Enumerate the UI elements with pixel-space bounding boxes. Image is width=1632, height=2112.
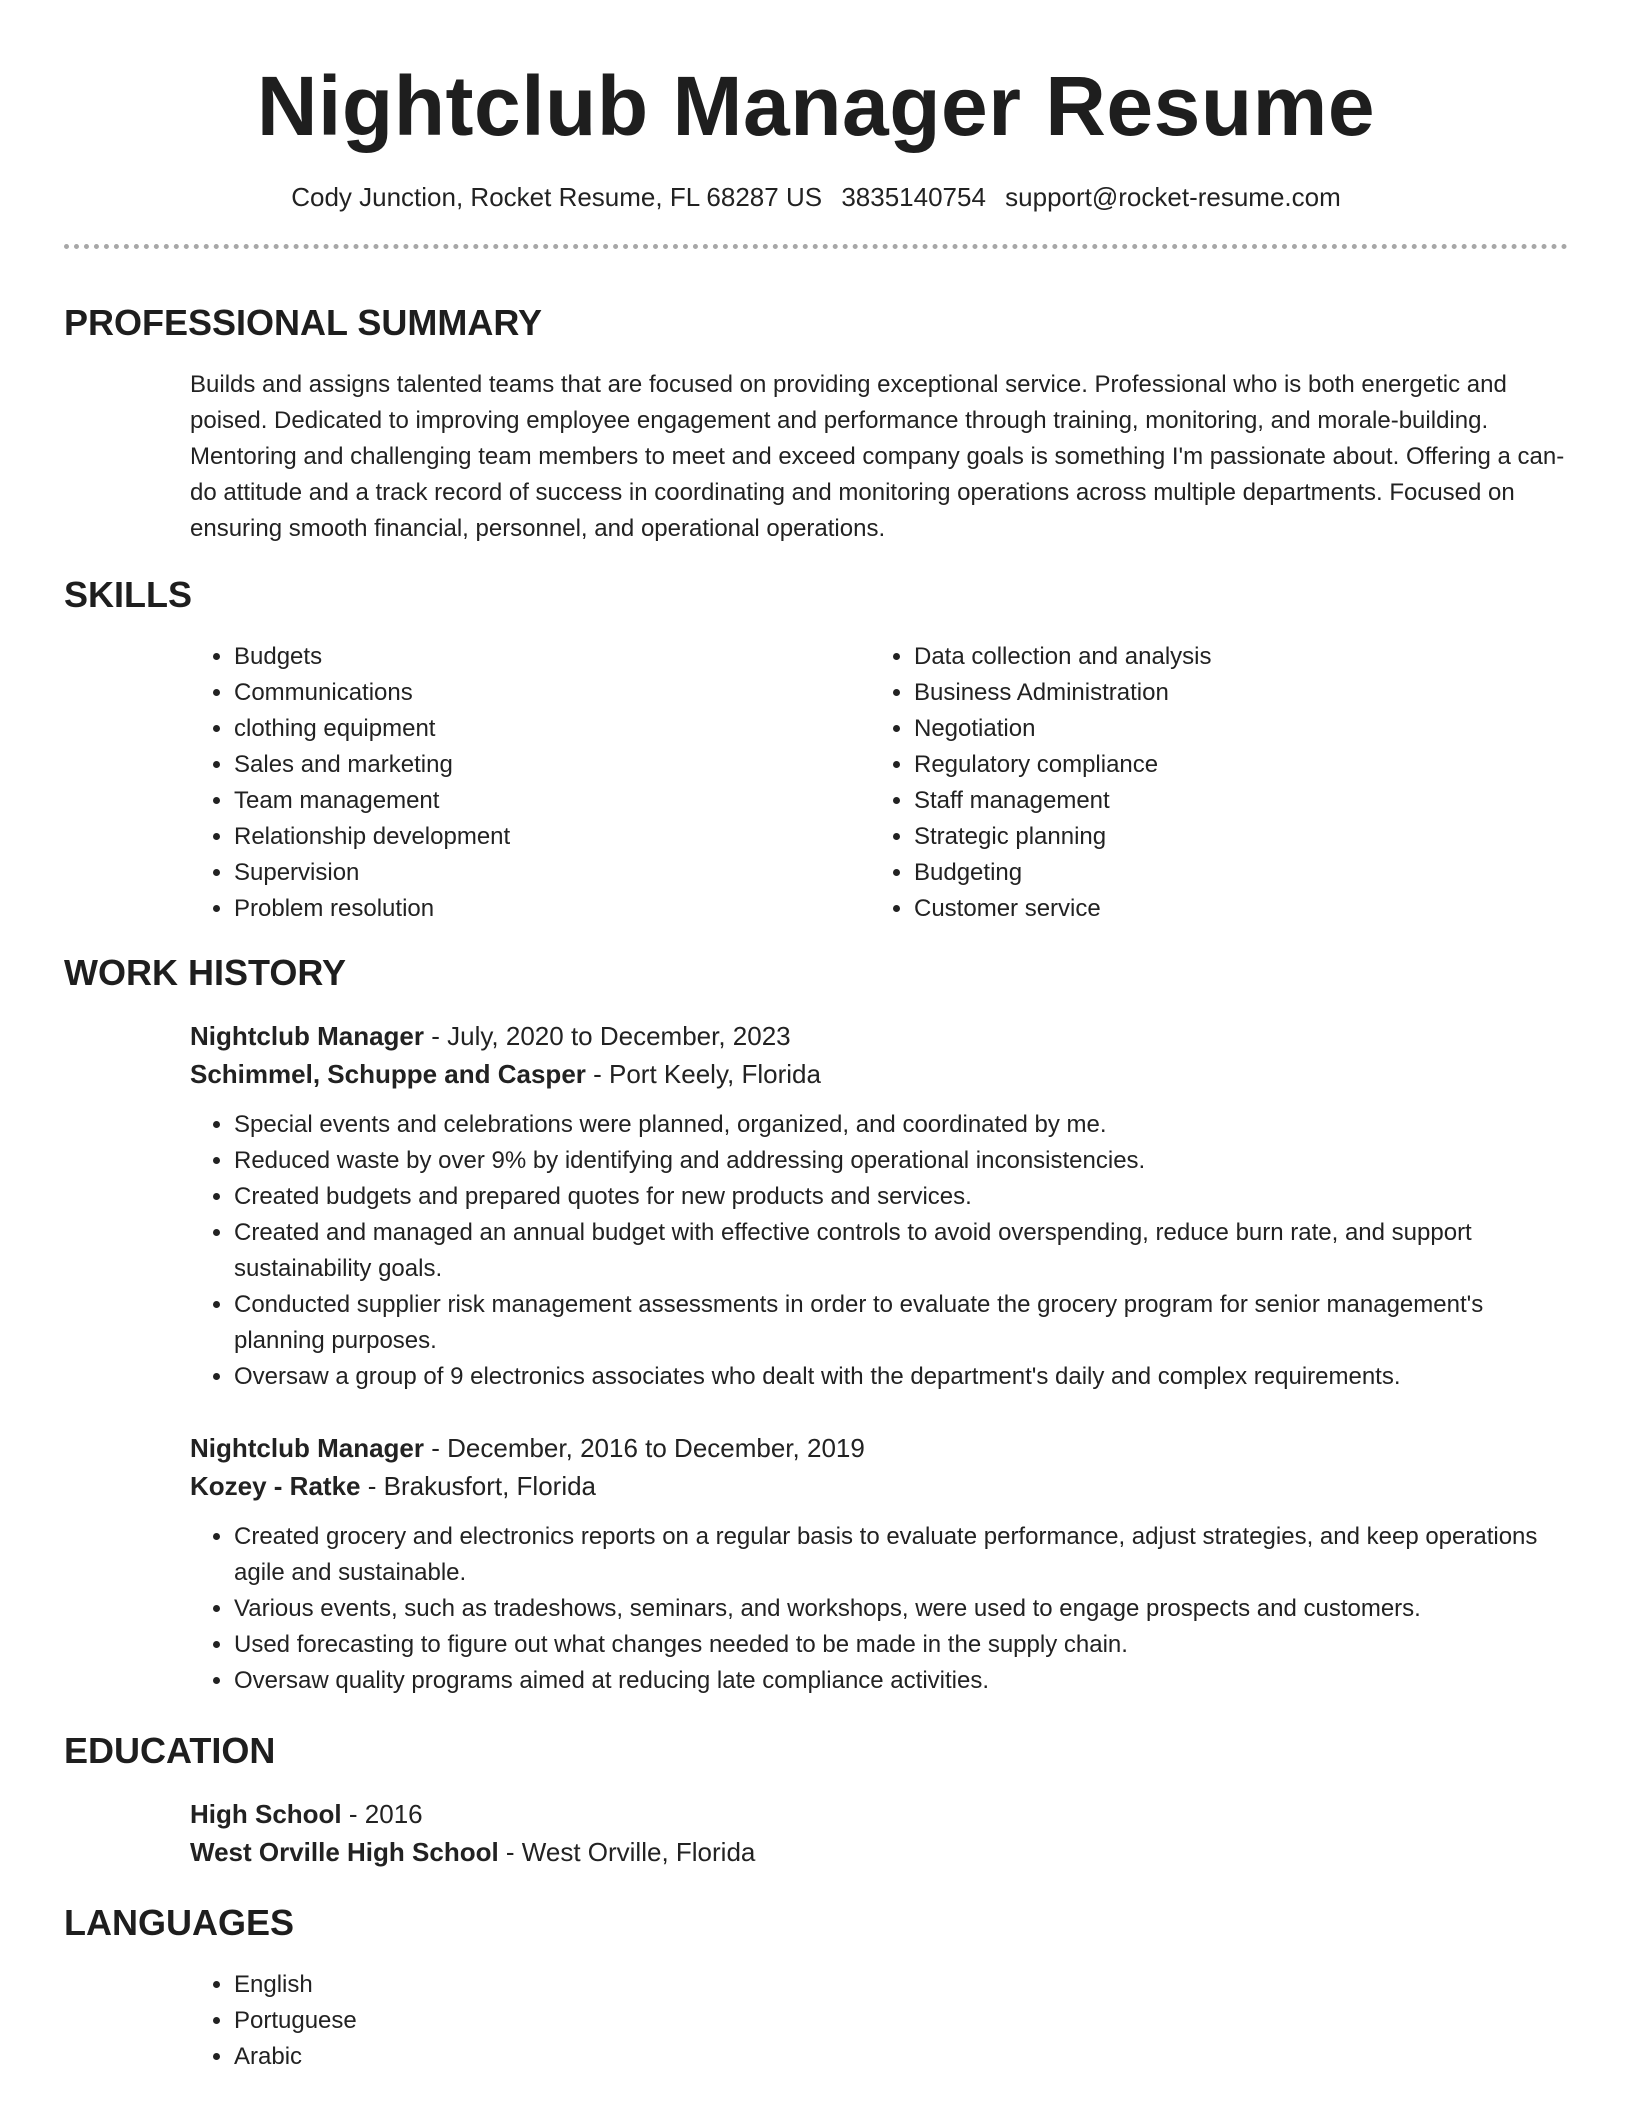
language-item: • Portuguese [234, 2003, 1568, 2039]
skill-item: • Team management [234, 783, 870, 819]
summary-section [64, 301, 1568, 547]
skill-item: • Negotiation [914, 711, 1550, 747]
job-bullets [190, 1519, 1568, 1699]
job-location: - Brakusfort, Florida [360, 1471, 597, 1501]
education-school-line [190, 1833, 1568, 1871]
job-bullet: • Conducted supplier risk management assessments in order to evaluate the grocery program for senior management's planning purposes. [234, 1287, 1568, 1359]
contact-email: support@rocket-resume.com [1005, 182, 1341, 212]
page-title: Nightclub Manager Resume [256, 59, 1376, 153]
education-degree: High School [190, 1799, 342, 1829]
skill-item: • Relationship development [234, 819, 870, 855]
resume-header [64, 0, 1568, 249]
section-title-languages: LANGUAGES [64, 1902, 295, 1943]
skills-grid [190, 639, 1568, 927]
job-title-line [190, 1429, 1568, 1467]
job-dates: - July, 2020 to December, 2023 [424, 1021, 791, 1051]
education-school: West Orville High School [190, 1837, 499, 1867]
job-bullet: • Special events and celebrations were planned, organized, and coordinated by me. [234, 1107, 1568, 1143]
job-bullet: • Oversaw a group of 9 electronics associates who dealt with the department's daily and complex requirements. [234, 1359, 1568, 1395]
skill-item: • Problem resolution [234, 891, 870, 927]
skill-item: • Budgeting [914, 855, 1550, 891]
skill-item: • Business Administration [914, 675, 1550, 711]
job-company: Schimmel, Schuppe and Casper [190, 1059, 586, 1089]
job-entry [190, 1017, 1568, 1395]
skill-item: • Staff management [914, 783, 1550, 819]
contact-address: Cody Junction, Rocket Resume, FL 68287 US [291, 182, 823, 212]
job-bullet: • Created budgets and prepared quotes for new products and services. [234, 1179, 1568, 1215]
skills-section [64, 573, 1568, 927]
job-title-line [190, 1017, 1568, 1055]
job-bullet: • Created grocery and electronics reports on a regular basis to evaluate performance, adjust strategies, and keep operations agile and sustainable. [234, 1519, 1568, 1591]
job-role: Nightclub Manager [190, 1021, 425, 1051]
contact-line [64, 180, 1568, 214]
section-title-education: EDUCATION [64, 1730, 276, 1771]
skill-item: • Regulatory compliance [914, 747, 1550, 783]
education-section [64, 1729, 1568, 1871]
skill-item: • Supervision [234, 855, 870, 891]
job-bullet: • Reduced waste by over 9% by identifying and addressing operational inconsistencies. [234, 1143, 1568, 1179]
education-location: - West Orville, Florida [498, 1837, 756, 1867]
language-item: • Arabic [234, 2039, 1568, 2075]
languages-section [64, 1901, 1568, 2075]
job-location: - Port Keely, Florida [585, 1059, 821, 1089]
skills-column-right [870, 639, 1550, 927]
job-bullet: • Created and managed an annual budget with effective controls to avoid overspending, reduce burn rate, and support sustainability goals. [234, 1215, 1568, 1287]
languages-list [190, 1967, 1568, 2075]
summary-text: Builds and assigns talented teams that are focused on providing exceptional service. Professional who is both energetic and poised. Dedicated to improving employee engagement and performance through training, monitoring, and morale-building. Mentoring and challenging team members to meet and exceed company goals is something I'm passionate about. Offering a can-do attitude and a track record of success in coordinating and monitoring operations across multiple departments. Focused on ensuring smooth financial, personnel, and operational operations. [190, 371, 1565, 542]
skill-item: • clothing equipment [234, 711, 870, 747]
job-role: Nightclub Manager [190, 1433, 425, 1463]
job-bullet: • Various events, such as tradeshows, seminars, and workshops, were used to engage prospects and customers. [234, 1591, 1568, 1627]
skill-item: • Communications [234, 675, 870, 711]
language-item: • English [234, 1967, 1568, 2003]
skill-item: • Strategic planning [914, 819, 1550, 855]
section-title-summary: PROFESSIONAL SUMMARY [64, 302, 543, 343]
section-title-work-history: WORK HISTORY [64, 952, 347, 993]
section-title-skills: SKILLS [64, 574, 193, 615]
education-degree-line [190, 1795, 1568, 1833]
skills-column-left [190, 639, 870, 927]
job-bullet: • Oversaw quality programs aimed at reducing late compliance activities. [234, 1663, 1568, 1699]
education-year: - 2016 [341, 1799, 423, 1829]
skill-item: • Data collection and analysis [914, 639, 1550, 675]
job-company-line [190, 1467, 1568, 1505]
job-bullet: • Used forecasting to figure out what changes needed to be made in the supply chain. [234, 1627, 1568, 1663]
header-divider [64, 244, 1568, 249]
skill-item: • Sales and marketing [234, 747, 870, 783]
work-history-section [64, 951, 1568, 1699]
education-entry [190, 1795, 1568, 1871]
job-company: Kozey - Ratke [190, 1471, 361, 1501]
job-company-line [190, 1055, 1568, 1093]
job-bullets [190, 1107, 1568, 1395]
contact-phone: 3835140754 [841, 182, 986, 212]
job-dates: - December, 2016 to December, 2019 [424, 1433, 865, 1463]
job-entry [190, 1429, 1568, 1699]
skill-item: • Budgets [234, 639, 870, 675]
skill-item: • Customer service [914, 891, 1550, 927]
